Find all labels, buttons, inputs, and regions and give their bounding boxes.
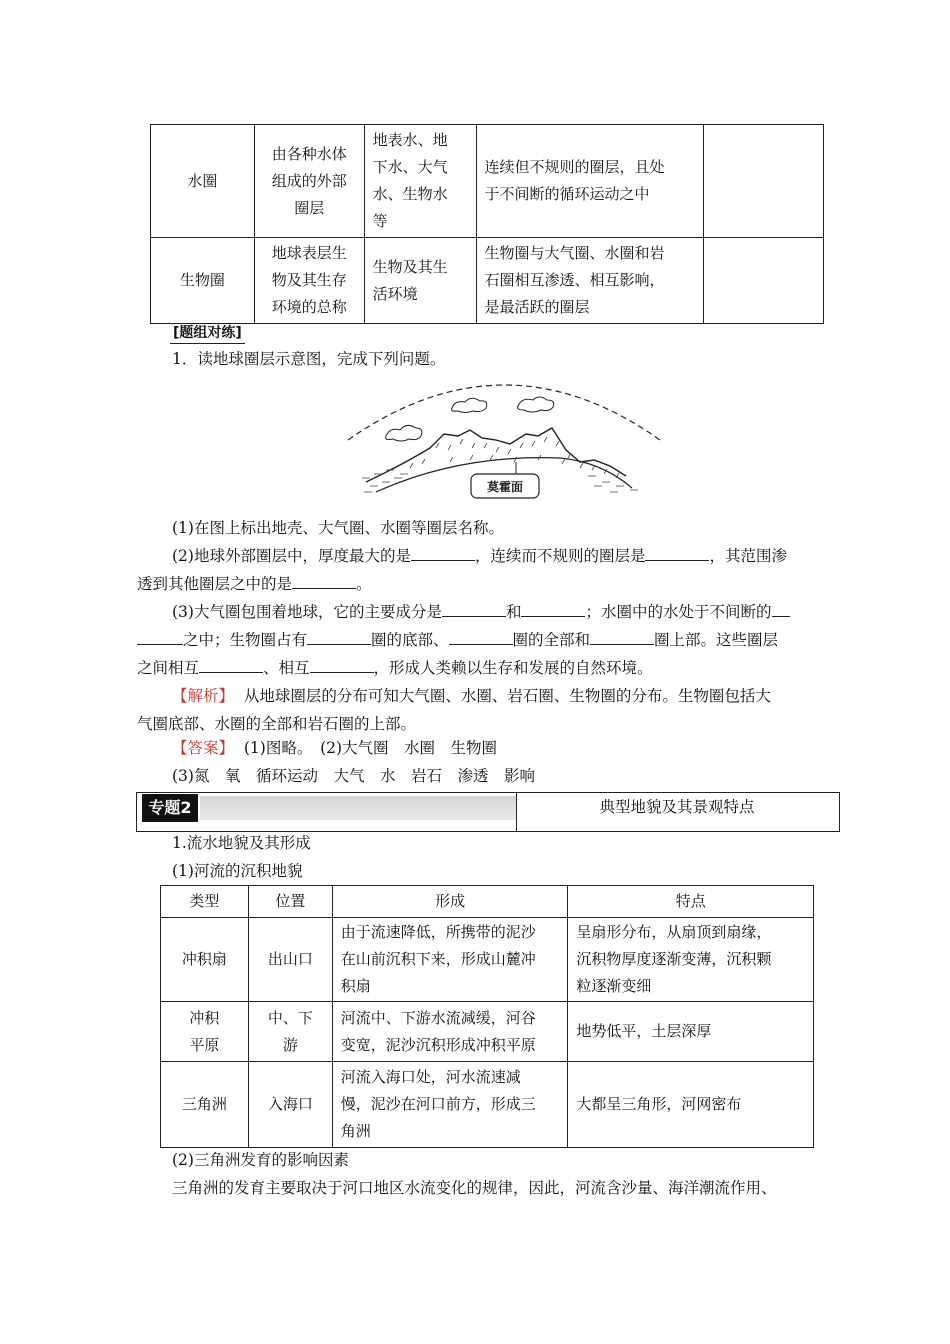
text-segment: ，形成人类赖以生存和发展的自然环境。	[373, 659, 653, 677]
analysis-line-1	[172, 682, 771, 710]
cell-line: 粒逐渐变细	[576, 977, 652, 995]
cell-line: 冲积扇	[181, 950, 227, 968]
subsection-heading-2: (2)三角洲发育的影响因素	[172, 1151, 349, 1169]
answer-blank[interactable]	[645, 560, 709, 561]
landform-position	[248, 918, 332, 1002]
cell-line: 地势低平，土层深厚	[576, 1022, 712, 1040]
question-1: 1．读地球圈层示意图，完成下列问题。	[172, 350, 446, 368]
topic-badge: 专题2	[142, 794, 198, 822]
answer-blank[interactable]	[449, 644, 513, 645]
cell-line: 河流入海口处，河水流速减	[340, 1068, 521, 1086]
table-row	[151, 125, 824, 238]
cell-line: 连续但不规则的圈层，且处	[484, 158, 665, 176]
column-header: 特点	[568, 886, 814, 918]
text-segment: 。	[356, 575, 372, 593]
earth-spheres-figure	[340, 378, 670, 504]
sphere-composition	[364, 125, 476, 238]
topic-heading-shade	[200, 796, 516, 820]
cell-line: 生物及其生	[372, 257, 448, 276]
cell-line: 等	[372, 212, 388, 230]
sphere-name: 生物圈	[151, 238, 255, 324]
landform-type	[161, 1002, 249, 1062]
cell-line: 大都呈三角形，河网密布	[576, 1095, 742, 1113]
landform-position	[248, 1062, 332, 1148]
text-segment: ，其范围渗	[709, 547, 787, 565]
landform-feature	[568, 918, 814, 1002]
landform-formation	[332, 1002, 568, 1062]
answer-blank[interactable]	[310, 672, 374, 673]
sub-question-3	[172, 598, 790, 626]
table-row	[151, 238, 824, 324]
cell-line: 组成的外部	[271, 171, 347, 190]
cell-line: 河流中、下游水流减缓，河谷	[340, 1008, 536, 1027]
analysis-tag: 【解析】	[172, 687, 235, 705]
atmosphere-arc	[348, 385, 660, 440]
table-header-row	[161, 886, 814, 918]
answer-blank[interactable]	[199, 672, 263, 673]
landform-feature	[568, 1062, 814, 1148]
answer-tag: 【答案】	[172, 739, 235, 757]
landforms-table	[160, 885, 814, 1148]
sphere-definition	[254, 238, 364, 324]
answer-line-1	[172, 734, 497, 762]
answer-line-2: (3)氮 氧 循环运动 大气 水 岩石 渗透 影响	[172, 767, 535, 785]
sphere-extra	[704, 238, 824, 324]
cell-line: 地表水、地	[372, 131, 448, 149]
table-row	[161, 1002, 814, 1062]
cell-line: 是最活跃的圈层	[484, 298, 590, 316]
answer-blank[interactable]	[411, 560, 475, 561]
cell-line: 物及其生存	[271, 271, 347, 289]
landform-type	[161, 1062, 249, 1148]
sub-question-3-cont2	[137, 654, 653, 682]
cell-line: 活环境	[372, 284, 418, 303]
cell-line: 平原	[189, 1035, 220, 1054]
cell-line: 游	[282, 1035, 298, 1054]
cell-line: 地球表层生	[271, 244, 347, 262]
text-segment: 圈的底部、	[371, 631, 449, 649]
sphere-feature	[476, 238, 704, 324]
exercise-header: [题组对练]	[170, 323, 245, 344]
cell-line: 在山前沉积下来，形成山麓冲	[340, 950, 536, 968]
paragraph: 三角洲的发育主要取决于河口地区水流变化的规律，因此，河流含沙量、海洋潮流作用、	[172, 1179, 777, 1197]
cell-line: 下水、大气	[372, 158, 448, 176]
text-segment: 透到其他圈层之中的是	[137, 575, 293, 593]
table-row	[161, 1062, 814, 1148]
landform-formation	[332, 918, 568, 1002]
cell-line: 慢，泥沙在河口前方，形成三	[340, 1095, 536, 1113]
rock-texture	[410, 437, 619, 478]
cell-line: 石圈相互渗透、相互影响，	[484, 271, 665, 289]
cell-line: 水、生物水	[372, 185, 448, 203]
text-segment: 、相互	[263, 659, 310, 677]
analysis-line-2: 气圈底部、水圈的全部和岩石圈的上部。	[137, 715, 417, 733]
moho-label: 莫霍面	[486, 480, 524, 494]
sub-question-1: (1)在图上标出地壳、大气圈、水圈等圈层名称。	[172, 519, 504, 537]
cell-line: 入海口	[267, 1095, 313, 1113]
landform-feature	[568, 1002, 814, 1062]
table-row	[161, 918, 814, 1002]
cell-line: 角洲	[340, 1122, 371, 1140]
text-segment: (3)大气圈包围着地球，它的主要成分是	[172, 603, 442, 621]
text-segment: ；水圈中的水处于不间断的	[585, 603, 772, 621]
sphere-composition	[364, 238, 476, 324]
answer-blank[interactable]	[772, 616, 790, 617]
answer-blank[interactable]	[137, 644, 183, 645]
answer-blank[interactable]	[590, 644, 654, 645]
subsection-heading: (1)河流的沉积地貌	[172, 862, 303, 880]
answer-blank[interactable]	[442, 616, 506, 617]
column-header: 类型	[161, 886, 249, 918]
cell-line: 呈扇形分布，从扇顶到扇缘，	[576, 923, 772, 941]
cell-line: 环境的总称	[271, 298, 347, 316]
cell-line: 出山口	[267, 950, 313, 968]
text-segment: 和	[505, 603, 522, 621]
text-segment: 圈上部。这些圈层	[654, 631, 779, 649]
column-header: 位置	[248, 886, 332, 918]
cell-line: 中、下	[267, 1008, 313, 1027]
sphere-definition	[254, 125, 364, 238]
sub-question-2	[172, 542, 787, 570]
cell-line: 沉积物厚度逐渐变薄，沉积颗	[576, 950, 772, 968]
text-segment: 圈的全部和	[512, 631, 591, 649]
sphere-extra	[704, 125, 824, 238]
answer-blank[interactable]	[307, 644, 371, 645]
text-segment: 之间相互	[137, 659, 200, 677]
sphere-feature	[476, 125, 704, 238]
landform-type	[161, 918, 249, 1002]
cell-line: 由各种水体	[271, 144, 347, 163]
landform-position	[248, 1002, 332, 1062]
cell-line: 由于流速降低，所携带的泥沙	[340, 923, 536, 941]
analysis-text: 从地球圈层的分布可知大气圈、水圈、岩石圈、生物圈的分布。生物圈包括大	[243, 687, 771, 705]
answer-blank[interactable]	[292, 588, 356, 589]
topic-title: 典型地貌及其景观特点	[599, 798, 755, 816]
answer-text: (1)图略。 (2)大气圈 水圈 生物圈	[243, 739, 498, 757]
section-heading: 1.流水地貌及其形成	[172, 834, 311, 852]
column-header: 形成	[332, 886, 568, 918]
cell-line: 于不间断的循环运动之中	[484, 185, 650, 203]
landform-formation	[332, 1062, 568, 1148]
answer-blank[interactable]	[521, 616, 585, 617]
cell-line: 生物圈与大气圈、水圈和岩	[484, 244, 665, 262]
spheres-table	[150, 124, 824, 324]
sub-question-2-cont	[137, 570, 372, 598]
text-segment: (2)地球外部圈层中，厚度最大的是	[172, 547, 411, 565]
cell-line: 冲积	[189, 1008, 220, 1027]
text-segment: 之中；生物圈占有	[183, 631, 308, 649]
sphere-name: 水圈	[151, 125, 255, 238]
text-segment: ，连续而不规则的圈层是	[474, 547, 646, 565]
sub-question-3-cont	[137, 626, 778, 654]
cell-line: 三角洲	[181, 1095, 227, 1113]
cell-line: 积扇	[340, 977, 371, 995]
cell-line: 变宽，泥沙沉积形成冲积平原	[340, 1035, 536, 1054]
cell-line: 圈层	[294, 198, 325, 217]
